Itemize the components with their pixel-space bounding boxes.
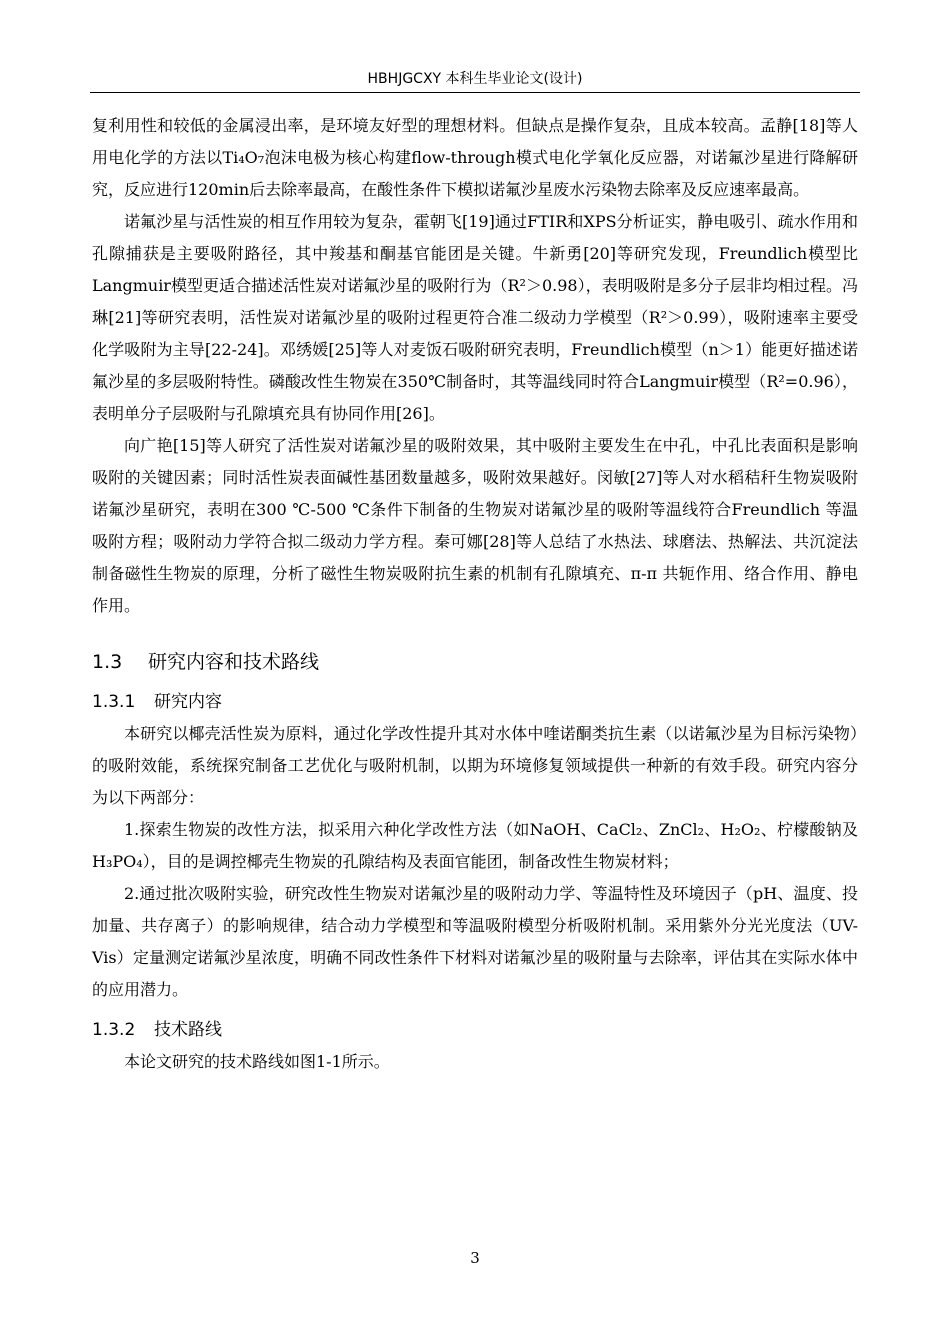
subsection-number: 1.3.1	[92, 692, 136, 712]
subsection-number: 1.3.2	[92, 1020, 136, 1040]
subsection-title: 技术路线	[154, 1020, 222, 1040]
section-number: 1.3	[92, 651, 123, 673]
research-content-paragraph-1: 本研究以椰壳活性炭为原料，通过化学改性提升其对水体中喹诺酮类抗生素（以诺氟沙星为目标污染物）的吸附效能，系统探究制备工艺优化与吸附机制，以期为环境修复领域提供一种新的有效手段。研究内容分为以下两部分：	[92, 724, 858, 807]
subsection-heading-1-3-1	[92, 686, 858, 718]
research-content-item-2: 2.通过批次吸附实验，研究改性生物炭对诺氟沙星的吸附动力学、等温特性及环境因子（pH、温度、投加量、共存离子）的影响规律，结合动力学模型和等温吸附模型分析吸附机制。采用紫外分光光度法（UV-Vis）定量测定诺氟沙星浓度，明确不同改性条件下材料对诺氟沙星的吸附量与去除率，评估其在实际水体中的应用潜力。	[92, 884, 858, 999]
section-title: 研究内容和技术路线	[148, 651, 320, 673]
body-paragraph-2: 诺氟沙星与活性炭的相互作用较为复杂，霍朝飞[19]通过FTIR和XPS分析证实，静电吸引、疏水作用和孔隙捕获是主要吸附路径，其中羧基和酮基官能团是关键。牛新勇[20]等研究发现，Freundlich模型比Langmuir模型更适合描述活性炭对诺氟沙星的吸附行为（R²＞0.98），表明吸附是多分子层非均相过程。冯琳[21]等研究表明，活性炭对诺氟沙星的吸附过程更符合准二级动力学模型（R²＞0.99），吸附速率主要受化学吸附为主导[22-24]。邓绣媛[25]等人对麦饭石吸附研究表明，Freundlich模型（n＞1）能更好描述诺氟沙星的多层吸附特性。磷酸改性生物炭在350℃制备时，其等温线同时符合Langmuir模型（R²=0.96），表明单分子层吸附与孔隙填充具有协同作用[26]。	[92, 212, 858, 423]
body-paragraph-1: 复利用性和较低的金属浸出率，是环境友好型的理想材料。但缺点是操作复杂，且成本较高。孟静[18]等人用电化学的方法以Ti₄O₇泡沫电极为核心构建flow-through模式电化学氧化反应器，对诺氟沙星进行降解研究，反应进行120min后去除率最高，在酸性条件下模拟诺氟沙星废水污染物去除率及反应速率最高。	[92, 116, 858, 199]
subsection-title: 研究内容	[154, 692, 222, 712]
running-header: HBHJGCXY 本科生毕业论文(设计)	[367, 71, 583, 87]
body-paragraph-3: 向广艳[15]等人研究了活性炭对诺氟沙星的吸附效果，其中吸附主要发生在中孔，中孔比表面积是影响吸附的关键因素；同时活性炭表面碱性基团数量越多，吸附效果越好。闵敏[27]等人对水稻秸秆生物炭吸附诺氟沙星研究，表明在300 ℃-500 ℃条件下制备的生物炭对诺氟沙星的吸附等温线符合Freundlich 等温吸附方程；吸附动力学符合拟二级动力学方程。秦可娜[28]等人总结了水热法、球磨法、热解法、共沉淀法制备磁性生物炭的原理，分析了磁性生物炭吸附抗生素的机制有孔隙填充、π-π 共轭作用、络合作用、静电作用。	[92, 436, 858, 615]
section-heading-1-3	[92, 646, 858, 678]
technical-route-paragraph: 本论文研究的技术路线如图1-1所示。	[124, 1052, 390, 1071]
research-content-item-1: 1.探索生物炭的改性方法，拟采用六种化学改性方法（如NaOH、CaCl₂、ZnCl₂、H₂O₂、柠檬酸钠及H₃PO₄），目的是调控椰壳生物炭的孔隙结构及表面官能团，制备改性生物炭材料；	[92, 820, 858, 871]
page-body	[92, 110, 858, 1078]
subsection-heading-1-3-2	[92, 1014, 858, 1046]
page-number: 3	[470, 1249, 480, 1267]
header-rule	[90, 92, 860, 93]
